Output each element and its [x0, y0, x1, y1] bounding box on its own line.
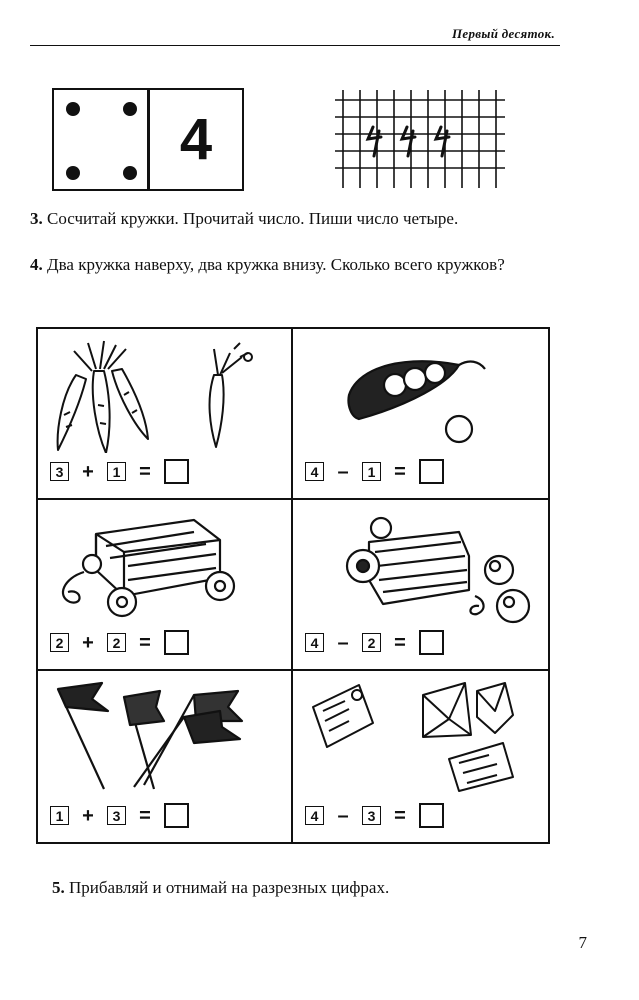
- pea-pod-picture: [299, 335, 541, 453]
- number-card: 4: [305, 462, 324, 481]
- dot: [123, 102, 137, 116]
- exercise-table: [36, 327, 550, 844]
- number-card: 2: [50, 633, 69, 652]
- operator: –: [337, 460, 349, 483]
- exercise-cell: [293, 671, 548, 842]
- domino-card: [52, 88, 244, 191]
- number-card: 4: [305, 806, 324, 825]
- card-digit: 4: [179, 106, 213, 172]
- dot: [66, 166, 80, 180]
- task-3: [30, 207, 560, 230]
- task-number: 3.: [30, 209, 43, 228]
- exercise-cell: [38, 500, 293, 671]
- operator: –: [337, 804, 349, 827]
- equals-sign: =: [139, 460, 151, 483]
- flags-picture: [44, 677, 286, 795]
- equals-sign: =: [394, 460, 406, 483]
- task-text: Два кружка наверху, два кружка внизу. Сколько всего кружков?: [47, 255, 505, 274]
- operator: +: [82, 460, 94, 483]
- operator: +: [82, 631, 94, 654]
- equals-sign: =: [139, 631, 151, 654]
- running-header: Первый десяток.: [452, 26, 555, 41]
- equals-sign: =: [139, 804, 151, 827]
- number-card: 2: [107, 633, 126, 652]
- answer-box[interactable]: [419, 630, 444, 655]
- exercise-cell: [293, 329, 548, 500]
- answer-box[interactable]: [419, 803, 444, 828]
- number-card: 4: [305, 633, 324, 652]
- exercise-cell: [38, 329, 293, 500]
- equation: [305, 630, 444, 655]
- dot: [66, 102, 80, 116]
- task-5: [52, 876, 560, 899]
- dot: [123, 166, 137, 180]
- equation: [305, 803, 444, 828]
- task-number: 4.: [30, 255, 43, 274]
- equals-sign: =: [394, 631, 406, 654]
- task-number: 5.: [52, 878, 65, 897]
- cart-with-wheels-picture: [299, 506, 541, 624]
- carrots-picture: [44, 335, 286, 453]
- answer-box[interactable]: [164, 803, 189, 828]
- number-card: 1: [362, 462, 381, 481]
- number-card: 1: [107, 462, 126, 481]
- operator: +: [82, 804, 94, 827]
- equation: [50, 803, 189, 828]
- number-card: 2: [362, 633, 381, 652]
- operator: –: [337, 631, 349, 654]
- answer-box[interactable]: [419, 459, 444, 484]
- task-text: Сосчитай кружки. Прочитай число. Пиши число четыре.: [47, 209, 459, 228]
- equation: [50, 630, 189, 655]
- writing-grid: [335, 90, 505, 188]
- number-card: 3: [50, 462, 69, 481]
- envelopes-picture: [299, 677, 541, 795]
- equation: [50, 459, 189, 484]
- answer-box[interactable]: [164, 459, 189, 484]
- task-4: [30, 253, 560, 276]
- exercise-cell: [293, 500, 548, 671]
- exercise-cell: [38, 671, 293, 842]
- task-text: Прибавляй и отнимай на разрезных цифрах.: [69, 878, 390, 897]
- page-number: 7: [578, 933, 587, 952]
- number-card: 3: [107, 806, 126, 825]
- answer-box[interactable]: [164, 630, 189, 655]
- equals-sign: =: [394, 804, 406, 827]
- number-card: 1: [50, 806, 69, 825]
- header-rule: [30, 45, 560, 46]
- equation: [305, 459, 444, 484]
- number-card: 3: [362, 806, 381, 825]
- cart-picture: [44, 506, 286, 624]
